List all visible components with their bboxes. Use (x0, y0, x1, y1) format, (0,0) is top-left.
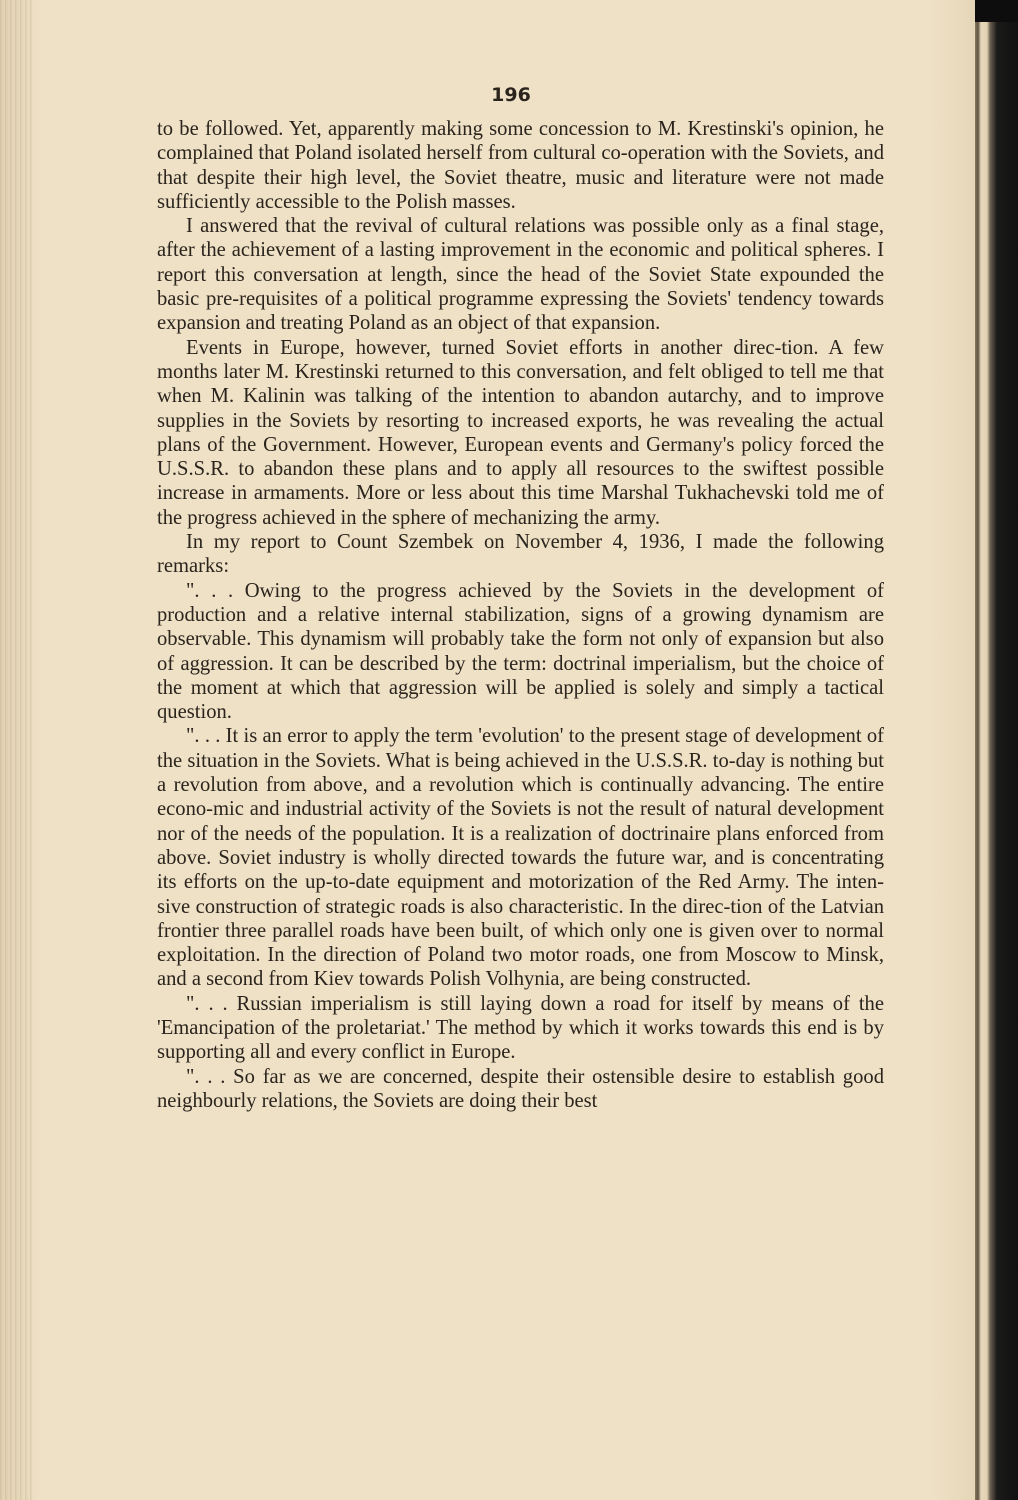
paragraph: In my report to Count Szembek on November 4, 1936, I made the following remarks: (157, 531, 884, 578)
quoted-paragraph: ". . . It is an error to apply the term 'evolution' to the present stage of development of the situation in the Soviets. What is being achieved in the U.S.S.R. to-day is nothing but a revolution from above, and a revolution which is continually advancing. The entire econo-mic and industrial activity of the Soviets is not the result of natural development nor of the needs of the population. It is a realization of doctrinaire plans enforced from above. Soviet industry is wholly directed towards the future war, and is concentrating its efforts on the up-to-date equipment and motorization of the Red Army. The inten-sive construction of strategic roads is also characteristic. In the direc-tion of the Latvian frontier three parallel roads have been built, of which only one is given over to normal exploitation. In the direction of Poland two motor roads, one from Moscow to Minsk, and a second from Kiev towards Polish Volhynia, are being constructed. (157, 725, 884, 991)
body-text (157, 117, 884, 1113)
quoted-paragraph: ". . . So far as we are concerned, despite their ostensible desire to establish good neighbourly relations, the Soviets are doing their best (157, 1065, 884, 1112)
page-edge-shadow (975, 0, 1018, 1500)
quoted-paragraph: ". . . Owing to the progress achieved by the Soviets in the development of production and a relative internal stabilization, signs of a growing dynamism are observable. This dynamism will probably take the form not only of expansion but also of aggression. It can be described by the term: doctrinal imperialism, but the choice of the moment at which that aggression will be applied is solely and simply a tactical question. (157, 579, 884, 724)
paragraph: Events in Europe, however, turned Soviet efforts in another direc-tion. A few months later M. Krestinski returned to this conversation, and felt obliged to tell me that when M. Kalinin was talking of the intention to abandon autarchy, and to improve supplies in the Soviets by resorting to increased exports, he was revealing the actual plans of the Government. However, European events and Germany's policy forced the U.S.S.R. to abandon these plans and to apply all resources to the swiftest possible increase in armaments. More or less about this time Marshal Tukhachevski told me of the progress achieved in the sphere of mechanizing the army. (157, 336, 884, 529)
quoted-paragraph: ". . . Russian imperialism is still laying down a road for itself by means of the 'Emancipation of the proletariat.' The method by which it works towards this end is by supporting all and every conflict in Europe. (157, 992, 884, 1064)
dark-corner (975, 0, 1018, 22)
paragraph: I answered that the revival of cultural relations was possible only as a final stage, after the achievement of a lasting improvement in the economic and political spheres. I report this conversation at length, since the head of the Soviet State expounded the basic pre-requisites of a political programme expressing the Soviets' tendency towards expansion and treating Poland as an object of that expansion. (157, 215, 884, 335)
page-binding-gutter (0, 0, 32, 1500)
paragraph: to be followed. Yet, apparently making some concession to M. Krestinski's opinion, he complained that Poland isolated herself from cultural co-operation with the Soviets, and that despite their high level, the Soviet theatre, music and literature were not made sufficiently accessible to the Polish masses. (157, 118, 884, 213)
page-number: 196 (491, 84, 531, 106)
